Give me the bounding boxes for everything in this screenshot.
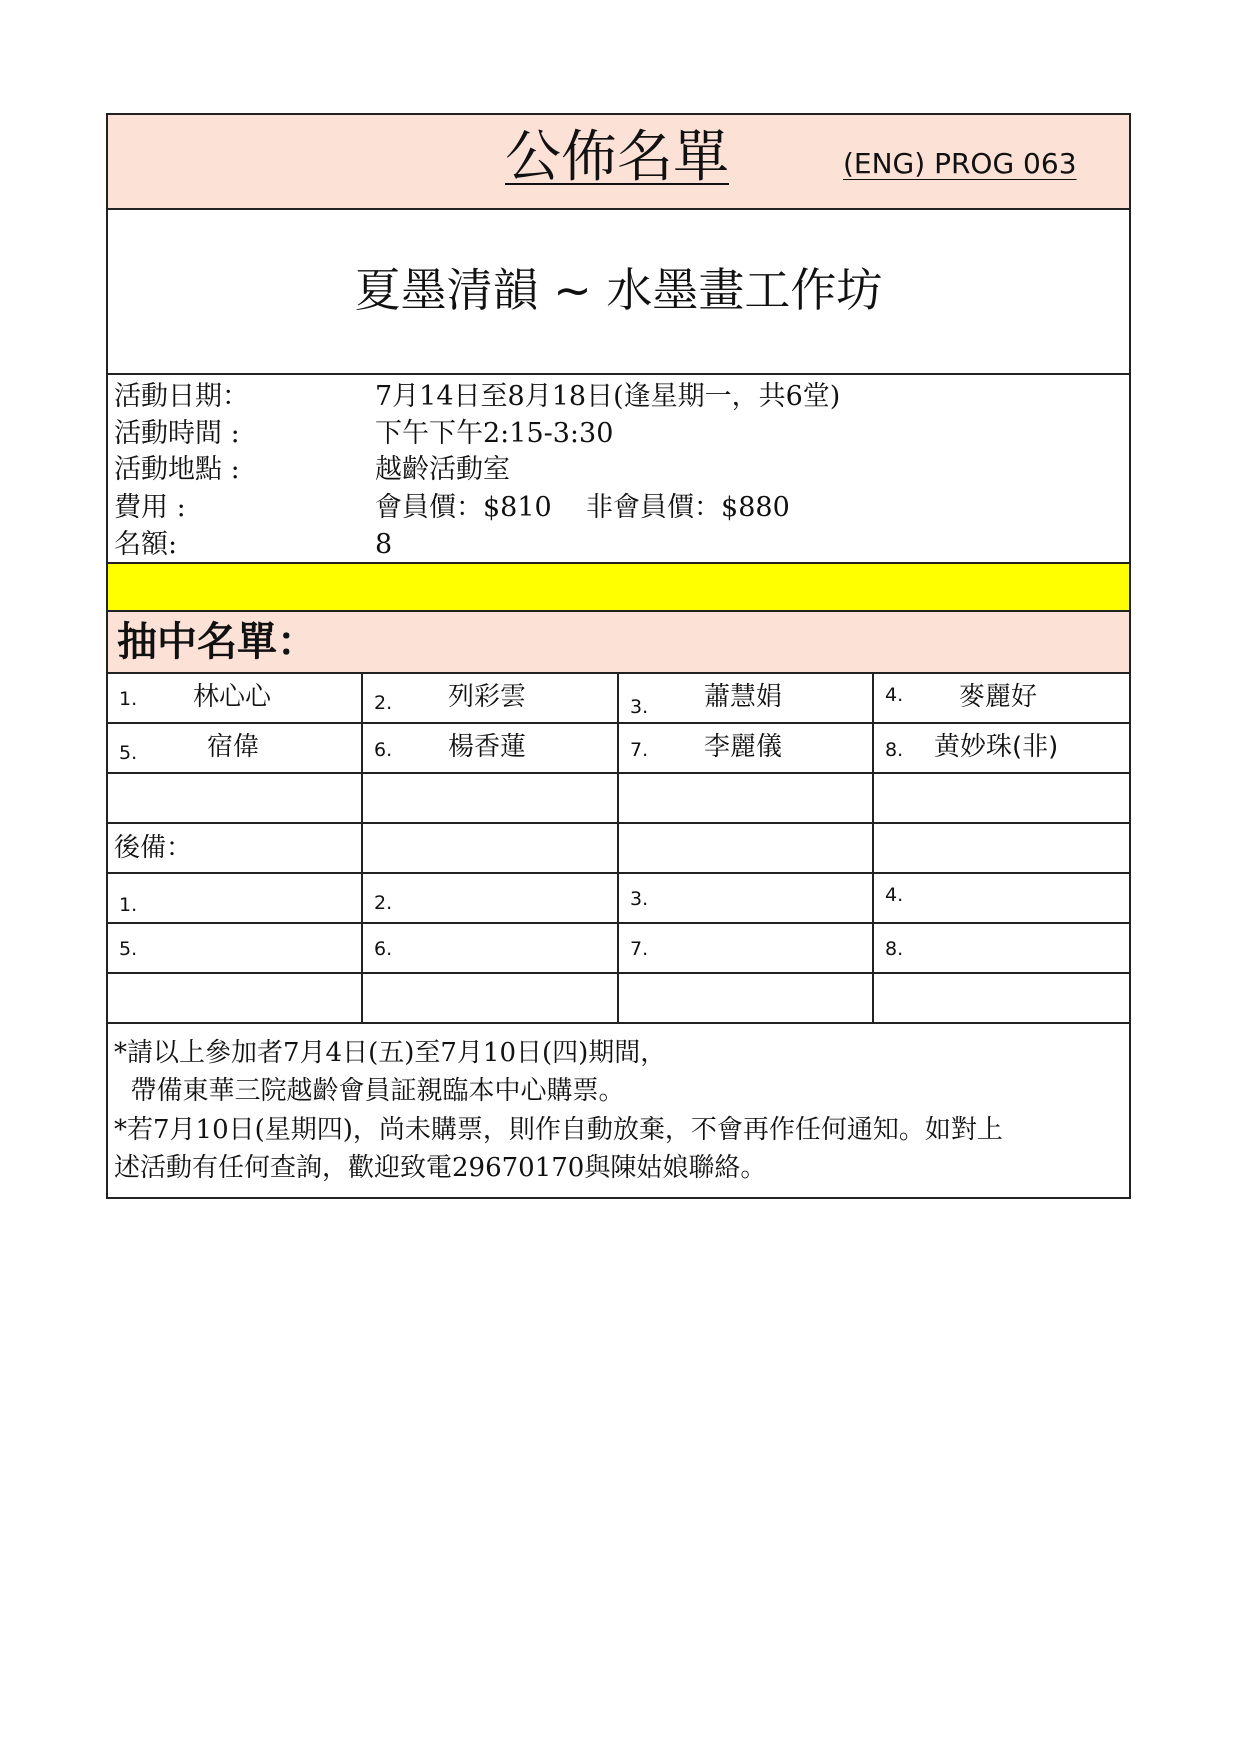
participant-name: 黄妙珠(非) <box>934 732 1059 762</box>
program-name: 夏墨清韻 ~ 水墨畫工作坊 <box>354 263 883 317</box>
info-block <box>108 375 1129 564</box>
empty-row-1 <box>108 774 1129 824</box>
standby-cell <box>619 874 874 922</box>
info-label: 費用 : <box>114 492 186 523</box>
page-title: 公佈名單 <box>505 125 729 190</box>
participant-name: 李麗儀 <box>704 732 783 762</box>
drawn-list-label: 抽中名單： <box>117 619 317 665</box>
empty-cell <box>619 824 874 872</box>
empty-cell <box>619 974 874 1022</box>
drawn-row-2 <box>108 724 1129 774</box>
participant-name: 麥麗好 <box>959 682 1038 712</box>
standby-header-row <box>108 824 1129 874</box>
standby-cell <box>363 874 619 922</box>
drawn-cell <box>363 674 619 722</box>
info-label: 活動地點 : <box>114 454 240 485</box>
standby-row-2 <box>108 924 1129 974</box>
participant-name: 楊香蓮 <box>448 732 527 762</box>
entry-number: 3. <box>630 888 649 910</box>
empty-cell <box>874 824 1129 872</box>
info-label: 活動時間 : <box>114 418 240 449</box>
empty-cell <box>363 974 619 1022</box>
entry-number: 2. <box>374 692 393 714</box>
info-label: 名額: <box>114 529 178 560</box>
empty-cell <box>363 774 619 822</box>
entry-number: 4. <box>885 884 904 906</box>
empty-cell <box>108 974 363 1022</box>
drawn-cell <box>363 724 619 772</box>
empty-cell <box>363 824 619 872</box>
drawn-row-1 <box>108 674 1129 724</box>
program-row <box>108 210 1129 375</box>
program-code: (ENG) PROG 063 <box>843 147 1077 180</box>
note-line: *若7月10日(星期四)，尚未購票，則作自動放棄，不會再作任何通知。如對上 <box>114 1115 1003 1145</box>
notes-block <box>108 1024 1129 1197</box>
entry-number: 7. <box>630 739 649 761</box>
entry-number: 6. <box>374 938 393 960</box>
info-value: 會員價：$810 非會員價：$880 <box>375 492 790 523</box>
entry-number: 8. <box>885 938 904 960</box>
info-value: 7月14日至8月18日(逢星期一，共6堂) <box>375 381 841 412</box>
drawn-cell <box>619 674 874 722</box>
participant-name: 宿偉 <box>207 732 260 762</box>
drawn-cell <box>108 674 363 722</box>
drawn-cell <box>619 724 874 772</box>
empty-cell <box>874 774 1129 822</box>
empty-cell <box>874 974 1129 1022</box>
entry-number: 5. <box>119 938 138 960</box>
highlight-band <box>108 564 1129 612</box>
info-value: 8 <box>375 529 393 560</box>
standby-cell <box>363 924 619 972</box>
info-label: 活動日期： <box>114 381 249 412</box>
header-row <box>108 115 1129 210</box>
empty-row-2 <box>108 974 1129 1024</box>
note-line: *請以上參加者7月4日(五)至7月10日(四)期間， <box>114 1038 667 1068</box>
standby-cell <box>874 924 1129 972</box>
note-line: 述活動有任何查詢，歡迎致電29670170與陳姑娘聯絡。 <box>114 1153 767 1183</box>
standby-cell <box>619 924 874 972</box>
entry-number: 4. <box>885 684 904 706</box>
standby-cell <box>108 924 363 972</box>
entry-number: 3. <box>630 696 649 718</box>
standby-row-1 <box>108 874 1129 924</box>
standby-cell <box>874 874 1129 922</box>
entry-number: 8. <box>885 739 904 761</box>
drawn-cell <box>874 674 1129 722</box>
empty-cell <box>619 774 874 822</box>
drawn-cell <box>108 724 363 772</box>
standby-label: 後備： <box>114 833 193 863</box>
standby-cell <box>108 874 363 922</box>
entry-number: 1. <box>119 688 138 710</box>
entry-number: 1. <box>119 894 138 916</box>
drawn-header-row <box>108 612 1129 674</box>
info-value: 越齡活動室 <box>375 454 510 485</box>
entry-number: 2. <box>374 892 393 914</box>
entry-number: 7. <box>630 938 649 960</box>
announcement-sheet <box>106 113 1131 1199</box>
participant-name: 列彩雲 <box>448 682 527 712</box>
entry-number: 6. <box>374 739 393 761</box>
info-value: 下午下午2:15-3:30 <box>375 418 614 449</box>
standby-label-cell <box>108 824 363 872</box>
note-line: 帶備東華三院越齡會員証親臨本中心購票。 <box>114 1076 625 1106</box>
participant-name: 蕭慧娟 <box>704 682 783 712</box>
entry-number: 5. <box>119 742 138 764</box>
participant-name: 林心心 <box>193 682 272 712</box>
empty-cell <box>108 774 363 822</box>
drawn-cell <box>874 724 1129 772</box>
